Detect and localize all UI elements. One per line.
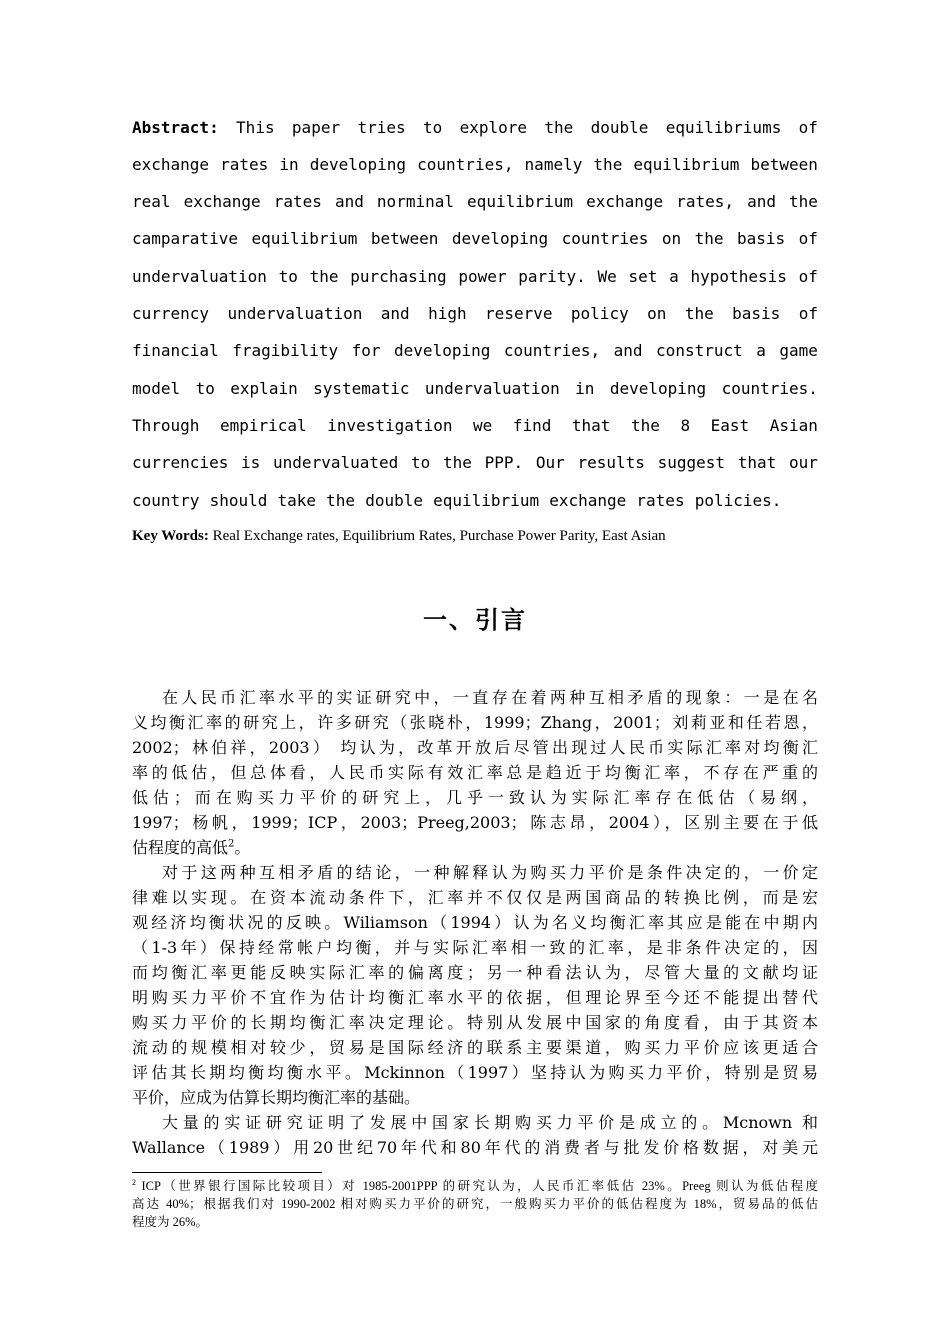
abstract-line	[132, 229, 818, 249]
abstract-word: policy	[570, 304, 629, 323]
abstract-word: investigation	[327, 416, 453, 435]
abstract-word: equilibriums	[665, 118, 782, 137]
abstract-word: currencies	[132, 453, 229, 472]
abstract-word: our	[789, 453, 818, 472]
footnote-line: 程度为 26%。	[132, 1215, 209, 1229]
abstract-word: of	[798, 267, 818, 286]
abstract-line	[132, 118, 818, 138]
abstract-word: to	[278, 267, 298, 286]
abstract-word: the	[544, 118, 574, 137]
footnote-line	[132, 1178, 818, 1195]
abstract-word: in	[575, 379, 595, 398]
abstract-word: Our	[535, 453, 565, 472]
body-line: 义均衡汇率的研究上，许多研究（张晓朴，1999；Zhang，2001；刘莉亚和任若恩，	[132, 713, 818, 732]
abstract-word: game	[779, 341, 818, 360]
abstract-word: is	[241, 453, 261, 472]
body-line: 购买力平价的长期均衡汇率决定理论。特别从发展中国家的角度看，由于其资本	[132, 1013, 818, 1032]
body-line: （1-3年）保持经常帐户均衡，并与实际汇率相一致的汇率，是非条件决定的，因	[132, 938, 818, 957]
body-text: 。	[234, 838, 251, 857]
abstract-word: find	[512, 416, 552, 435]
body-line: 明购买力平价不宜作为估计均衡汇率水平的依据，但理论界至今还不能提出替代	[132, 988, 818, 1007]
abstract-word: camparative	[132, 229, 238, 248]
body-line: 律难以实现。在资本流动条件下，汇率并不仅仅是两国商品的转换比例，而是宏	[132, 888, 818, 907]
keywords-label: Key Words:	[132, 528, 209, 544]
abstract-word: undervaluated	[273, 453, 399, 472]
abstract-word: that	[737, 453, 777, 472]
body-line: Wallance（1989）用20世纪70年代和80年代的消费者与批发价格数据，对美元	[132, 1138, 818, 1157]
abstract-word: explain	[230, 379, 298, 398]
abstract-word: the	[593, 155, 623, 174]
abstract-word: to	[195, 379, 215, 398]
body-line: 1997；杨帆，1999；ICP，2003；Preeg,2003；陈志昂，2004），区别主要在于低	[132, 813, 818, 832]
abstract-word: the	[309, 267, 339, 286]
abstract-word: of	[798, 304, 818, 323]
abstract-line	[132, 379, 818, 399]
footnote-line: 高达 40%；根据我们对 1990-2002 相对购买力平价的研究，一般购买力平价的低估程度为 18%，贸易品的低估	[132, 1197, 818, 1211]
body-line: 大量的实证研究证明了发展中国家长期购买力平价是成立的。Mcnown 和	[162, 1113, 818, 1132]
abstract-word: rates	[220, 155, 269, 174]
abstract-word: that	[571, 416, 611, 435]
abstract-word: fragibility	[232, 341, 339, 360]
abstract-word: hypothesis	[690, 267, 787, 286]
abstract-word: systematic	[313, 379, 410, 398]
abstract-word: developing	[609, 379, 707, 398]
abstract-word: the	[442, 453, 472, 472]
abstract-line	[132, 304, 818, 324]
body-line: 低估；而在购买力平价的研究上，几乎一致认为实际汇率存在低估（易纲，	[132, 788, 818, 807]
footnote-separator	[132, 1172, 322, 1173]
body-line: 2002；林伯祥，2003） 均认为，改革开放后尽管出现过人民币实际汇率对均衡汇	[132, 738, 818, 757]
footnote-number: 2	[132, 1177, 136, 1187]
abstract-word: double	[590, 118, 649, 137]
abstract-word: basis	[736, 229, 786, 248]
abstract-word: purchasing	[350, 267, 447, 286]
body-line: 率的低估，但总体看，人民币实际有效汇率总是趋近于均衡汇率，不存在严重的	[132, 763, 818, 782]
abstract-word: namely	[524, 155, 583, 174]
abstract-word: undervaluation	[227, 304, 363, 323]
abstract-word: basis	[732, 304, 781, 323]
abstract-label: Abstract:	[132, 118, 219, 137]
abstract-word: and	[334, 192, 364, 211]
body-line	[132, 836, 818, 860]
abstract-word: on	[647, 304, 667, 323]
abstract-word: paper	[291, 118, 341, 137]
abstract-word: to	[410, 453, 431, 472]
abstract-word: explore	[459, 118, 527, 137]
body-line: 在人民币汇率水平的实证研究中，一直存在着两种互相矛盾的现象：一是在名	[162, 688, 818, 707]
abstract-word: norminal	[376, 192, 454, 211]
abstract-word: the	[694, 229, 724, 248]
abstract-word: real	[132, 192, 171, 211]
abstract-word: This	[236, 118, 275, 137]
abstract-word: set	[628, 267, 658, 286]
abstract-word: on	[661, 229, 682, 248]
abstract-word: of	[798, 229, 818, 248]
abstract-word: rates	[273, 192, 322, 211]
abstract-word: between	[750, 155, 818, 174]
body-line: 平价，应成为估算长期均衡汇率的基础。	[132, 1088, 421, 1107]
abstract-line: country should take the double equilibrium exchange rates policies.	[132, 491, 782, 510]
abstract-word: exchange	[132, 155, 210, 174]
abstract-word: equilibrium	[467, 192, 574, 211]
abstract-word: rates,	[676, 192, 734, 211]
keywords	[132, 526, 832, 546]
abstract-word: to	[422, 118, 443, 137]
abstract-word: 8	[680, 416, 691, 435]
abstract-word: exchange	[183, 192, 261, 211]
abstract-word: countries.	[721, 379, 818, 398]
abstract-word: undervaluation	[132, 267, 267, 286]
abstract-word: countries,	[503, 341, 601, 360]
body-line: 观经济均衡状况的反映。Wiliamson（1994）认为名义均衡汇率其应是能在中期内	[132, 913, 818, 932]
abstract-word: a	[756, 341, 766, 360]
abstract-word: between	[370, 229, 439, 248]
abstract-word: countries,	[417, 155, 514, 174]
abstract-word: developing	[451, 229, 549, 248]
keywords-text: Real Exchange rates, Equilibrium Rates, Purchase Power Parity, East Asian	[208, 528, 666, 544]
body-line: 对于这两种互相矛盾的结论，一种解释认为购买力平价是条件决定的，一价定	[162, 863, 818, 882]
abstract-word: construct	[656, 341, 743, 360]
abstract-word: tries	[357, 118, 406, 137]
abstract-word: Through	[132, 416, 200, 435]
body-line: 评估其长期均衡均衡水平。Mckinnon（1997）坚持认为购买力平价，特别是贸易	[132, 1063, 818, 1082]
abstract-line	[132, 192, 818, 212]
abstract-word: the	[630, 416, 660, 435]
abstract-word: the	[789, 192, 818, 211]
abstract-word: we	[473, 416, 493, 435]
abstract-word: We	[597, 267, 617, 286]
abstract-word: PPP.	[484, 453, 524, 472]
abstract-line	[132, 453, 818, 473]
abstract-word: model	[132, 379, 181, 398]
abstract-word: in	[279, 155, 299, 174]
abstract-word: exchange	[586, 192, 664, 211]
abstract-line	[132, 341, 818, 361]
body-line: 流动的规模相对较少，贸易是国际经济的联系主要渠道，购买力平价应该更适合	[132, 1038, 818, 1057]
abstract-word: power	[458, 267, 507, 286]
section-title: 一、引言	[423, 606, 527, 634]
abstract-line	[132, 267, 818, 287]
abstract-word: Asian	[769, 416, 818, 435]
abstract-word: and	[380, 304, 410, 323]
footnote-text: ICP（世界银行国际比较项目）对 1985-2001PPP 的研究认为，人民币汇率低估 23%。Preeg 则认为低估程度	[136, 1179, 818, 1193]
abstract-word: suggest	[657, 453, 726, 472]
abstract-word: for	[351, 341, 381, 360]
abstract-line	[132, 155, 818, 175]
abstract-word: of	[798, 118, 818, 137]
abstract-word: empirical	[219, 416, 307, 435]
abstract-word: equilibrium	[633, 155, 740, 174]
footnote-mark[interactable]: 2	[228, 838, 235, 850]
abstract-word: East	[710, 416, 750, 435]
abstract-word: the	[684, 304, 714, 323]
abstract-word: undervaluation	[424, 379, 560, 398]
abstract-word: parity.	[518, 267, 586, 286]
abstract-word: currency	[132, 304, 210, 323]
abstract-word: high	[428, 304, 467, 323]
abstract-word: and	[747, 192, 776, 211]
abstract-word: results	[577, 453, 645, 472]
abstract-word: equilibrium	[251, 229, 358, 248]
abstract-word: countries	[561, 229, 649, 248]
abstract-word: a	[669, 267, 679, 286]
body-text: 估程度的高低	[132, 838, 229, 857]
body-line: 而均衡汇率更能反映实际汇率的偏离度；另一种看法认为，尽管大量的文献均证	[132, 963, 818, 982]
abstract-word: and	[613, 341, 643, 360]
abstract-word: reserve	[485, 304, 553, 323]
abstract-word: financial	[132, 341, 219, 360]
abstract-word: developing	[394, 341, 491, 360]
abstract-line	[132, 416, 818, 436]
abstract-word: developing	[309, 155, 407, 174]
